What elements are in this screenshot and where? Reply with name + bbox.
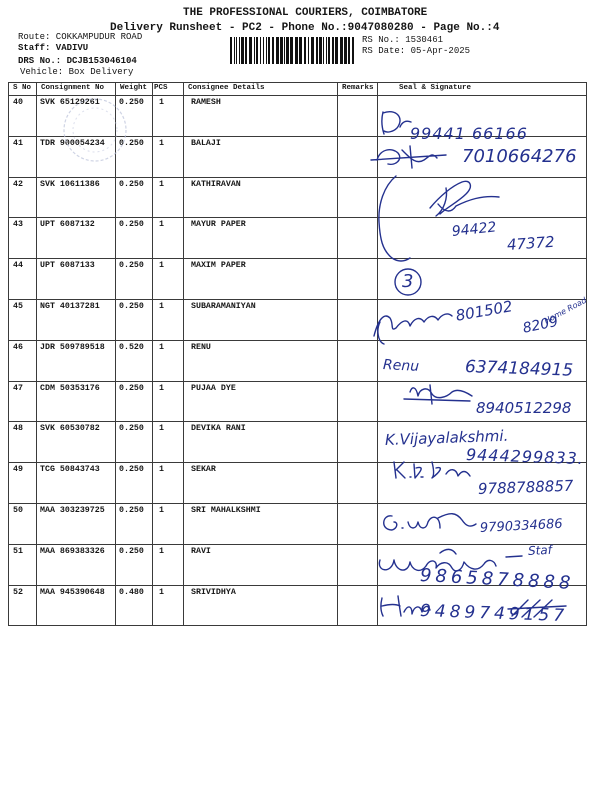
pieces: 1: [153, 340, 184, 381]
barcode-bar: [234, 37, 235, 64]
barcode-bar: [263, 37, 264, 64]
barcode: [230, 37, 356, 64]
weight: 0.250: [116, 136, 153, 177]
serial-number: 50: [9, 503, 37, 544]
consignment-number: TCG 50843743: [37, 463, 116, 504]
handwritten-phone: 6374184915: [464, 357, 574, 381]
column-header-consignment-no: Consignment No: [37, 83, 116, 96]
weight: 0.250: [116, 96, 153, 137]
consignee-name: DEVIKA RANI: [184, 422, 338, 463]
barcode-bar: [323, 37, 324, 64]
barcode-bar: [272, 37, 274, 64]
serial-number: 48: [9, 422, 37, 463]
pieces: 1: [153, 218, 184, 259]
barcode-bar: [230, 37, 232, 64]
consignment-number: NGT 40137281: [37, 299, 116, 340]
consignment-number: CDM 50353176: [37, 381, 116, 422]
consignment-number: MAA 945390648: [37, 585, 116, 626]
serial-number: 46: [9, 340, 37, 381]
pieces: 1: [153, 381, 184, 422]
handwritten-name: K.Vijayalakshmi.: [384, 426, 509, 449]
handwritten-phone: 801502: [454, 297, 514, 325]
barcode-bar: [256, 37, 258, 64]
column-header-s-no: S No: [9, 83, 37, 96]
serial-number: 44: [9, 259, 37, 300]
weight: 0.520: [116, 340, 153, 381]
barcode-bar: [249, 37, 252, 64]
pieces: 1: [153, 299, 184, 340]
weight: 0.480: [116, 585, 153, 626]
column-header-consignee: Consignee Details: [184, 83, 338, 96]
serial-number: 52: [9, 585, 37, 626]
serial-number: 47: [9, 381, 37, 422]
weight: 0.250: [116, 544, 153, 585]
barcode-bar: [284, 37, 285, 64]
consignment-number: SVK 60530782: [37, 422, 116, 463]
consignment-number: TDR 900054234: [37, 136, 116, 177]
barcode-bar: [328, 37, 330, 64]
consignment-number: MAA 869383326: [37, 544, 116, 585]
weight: 0.250: [116, 299, 153, 340]
serial-number: 49: [9, 463, 37, 504]
barcode-bar: [295, 37, 298, 64]
consignee-name: BALAJI: [184, 136, 338, 177]
handwritten-phone: 47372: [506, 232, 556, 254]
serial-number: 45: [9, 299, 37, 340]
consignment-number: SVK 10611386: [37, 177, 116, 218]
barcode-bar: [239, 37, 240, 64]
barcode-bar: [276, 37, 279, 64]
barcode-bar: [311, 37, 314, 64]
consignee-name: SUBARAMANIYAN: [184, 299, 338, 340]
faint-stamp: [60, 95, 130, 165]
weight: 0.250: [116, 463, 153, 504]
consignment-number: MAA 303239725: [37, 503, 116, 544]
barcode-bar: [319, 37, 322, 64]
weight: 0.250: [116, 503, 153, 544]
barcode-bar: [316, 37, 318, 64]
pieces: 1: [153, 259, 184, 300]
barcode-bar: [304, 37, 306, 64]
handwritten-phone: 9788788857: [477, 476, 574, 498]
barcode-bar: [348, 37, 350, 64]
serial-number: 51: [9, 544, 37, 585]
vehicle-label: Vehicle: Box Delivery: [20, 67, 134, 77]
pieces: 1: [153, 96, 184, 137]
consignee-name: KATHIRAVAN: [184, 177, 338, 218]
rs-date: RS Date: 05-Apr-2025: [362, 46, 471, 56]
barcode-bar: [335, 37, 338, 64]
barcode-bar: [241, 37, 244, 64]
barcode-bar: [332, 37, 334, 64]
consignee-name: SEKAR: [184, 463, 338, 504]
consignee-name: SRIVIDHYA: [184, 585, 338, 626]
barcode-bar: [236, 37, 237, 64]
route-label: Route: COKKAMPUDUR ROAD: [18, 32, 143, 42]
weight: 0.250: [116, 177, 153, 218]
consignee-name: RENU: [184, 340, 338, 381]
consignee-name: MAYUR PAPER: [184, 218, 338, 259]
handwritten-name: Renu: [382, 357, 420, 375]
handwritten-phone: 9790334686: [479, 516, 563, 536]
pieces: 1: [153, 136, 184, 177]
column-header-seal-signature: Seal & Signature: [378, 83, 587, 96]
consignment-number: JDR 509789518: [37, 340, 116, 381]
column-header-remarks: Remarks: [338, 83, 378, 96]
company-title: THE PROFESSIONAL COURIERS, COIMBATORE: [183, 7, 428, 19]
remarks-cell: [338, 96, 378, 137]
barcode-bar: [340, 37, 343, 64]
weight: 0.250: [116, 422, 153, 463]
handwritten-phone: 7010664276: [462, 146, 577, 167]
barcode-bar: [344, 37, 347, 64]
consignee-name: SRI MAHALKSHMI: [184, 503, 338, 544]
barcode-bar: [268, 37, 270, 64]
consignee-name: MAXIM PAPER: [184, 259, 338, 300]
table-row: [9, 177, 587, 218]
staff-label: Staff: VADIVU: [18, 43, 89, 53]
column-header-weight: Weight: [116, 83, 153, 96]
handwritten-note: Home Road: [542, 295, 589, 326]
remarks-cell: [338, 299, 378, 340]
consignee-name: RAMESH: [184, 96, 338, 137]
column-header-pcs: PCS: [153, 83, 184, 96]
signature-cell: [378, 177, 587, 218]
consignment-number: UPT 6087133: [37, 259, 116, 300]
barcode-bar: [286, 37, 289, 64]
barcode-bar: [326, 37, 327, 64]
consignee-name: RAVI: [184, 544, 338, 585]
remarks-cell: [338, 136, 378, 177]
remarks-cell: [338, 503, 378, 544]
table-row: [9, 259, 587, 300]
table-header-row: [9, 83, 587, 96]
barcode-bar: [280, 37, 283, 64]
remarks-cell: [338, 544, 378, 585]
remarks-cell: [338, 340, 378, 381]
barcode-bar: [266, 37, 267, 64]
serial-number: 42: [9, 177, 37, 218]
pieces: 1: [153, 463, 184, 504]
barcode-bar: [352, 37, 354, 64]
weight: 0.250: [116, 259, 153, 300]
handwritten-note: Staf: [527, 542, 553, 558]
pieces: 1: [153, 585, 184, 626]
weight: 0.250: [116, 218, 153, 259]
remarks-cell: [338, 381, 378, 422]
remarks-cell: [338, 585, 378, 626]
remarks-cell: [338, 177, 378, 218]
handwritten-phone: 94422: [451, 219, 498, 240]
runsheet-subtitle: Delivery Runsheet - PC2 - Phone No.:9047080280 - Page No.:4: [110, 22, 500, 34]
pieces: 1: [153, 503, 184, 544]
pieces: 1: [153, 422, 184, 463]
consignee-name: PUJAA DYE: [184, 381, 338, 422]
remarks-cell: [338, 259, 378, 300]
barcode-bar: [290, 37, 293, 64]
serial-number: 41: [9, 136, 37, 177]
handwritten-phone: 8209: [521, 313, 560, 337]
barcode-bar: [245, 37, 247, 64]
handwritten-phone: 9444299833.: [465, 445, 585, 469]
remarks-cell: [338, 422, 378, 463]
weight: 0.250: [116, 381, 153, 422]
handwritten-phone: 99441 66166: [410, 124, 528, 143]
rs-number: RS No.: 1530461: [362, 35, 444, 45]
serial-number: 43: [9, 218, 37, 259]
barcode-bar: [260, 37, 261, 64]
pieces: 1: [153, 177, 184, 218]
serial-number: 40: [9, 96, 37, 137]
consignment-number: UPT 6087132: [37, 218, 116, 259]
drs-number: DRS No.: DCJB153046104: [18, 56, 137, 66]
handwritten-phone: 9865878888: [419, 565, 575, 595]
table-row: [9, 218, 587, 259]
handwritten-mark: 3: [402, 271, 414, 292]
handwritten-phone: 8940512298: [476, 399, 572, 417]
barcode-bar: [308, 37, 309, 64]
remarks-cell: [338, 218, 378, 259]
consignment-number: SVK 65129261: [37, 96, 116, 137]
barcode-bar: [254, 37, 255, 64]
pieces: 1: [153, 544, 184, 585]
handwritten-phone: 9489749157: [419, 601, 569, 627]
remarks-cell: [338, 463, 378, 504]
barcode-bar: [299, 37, 302, 64]
